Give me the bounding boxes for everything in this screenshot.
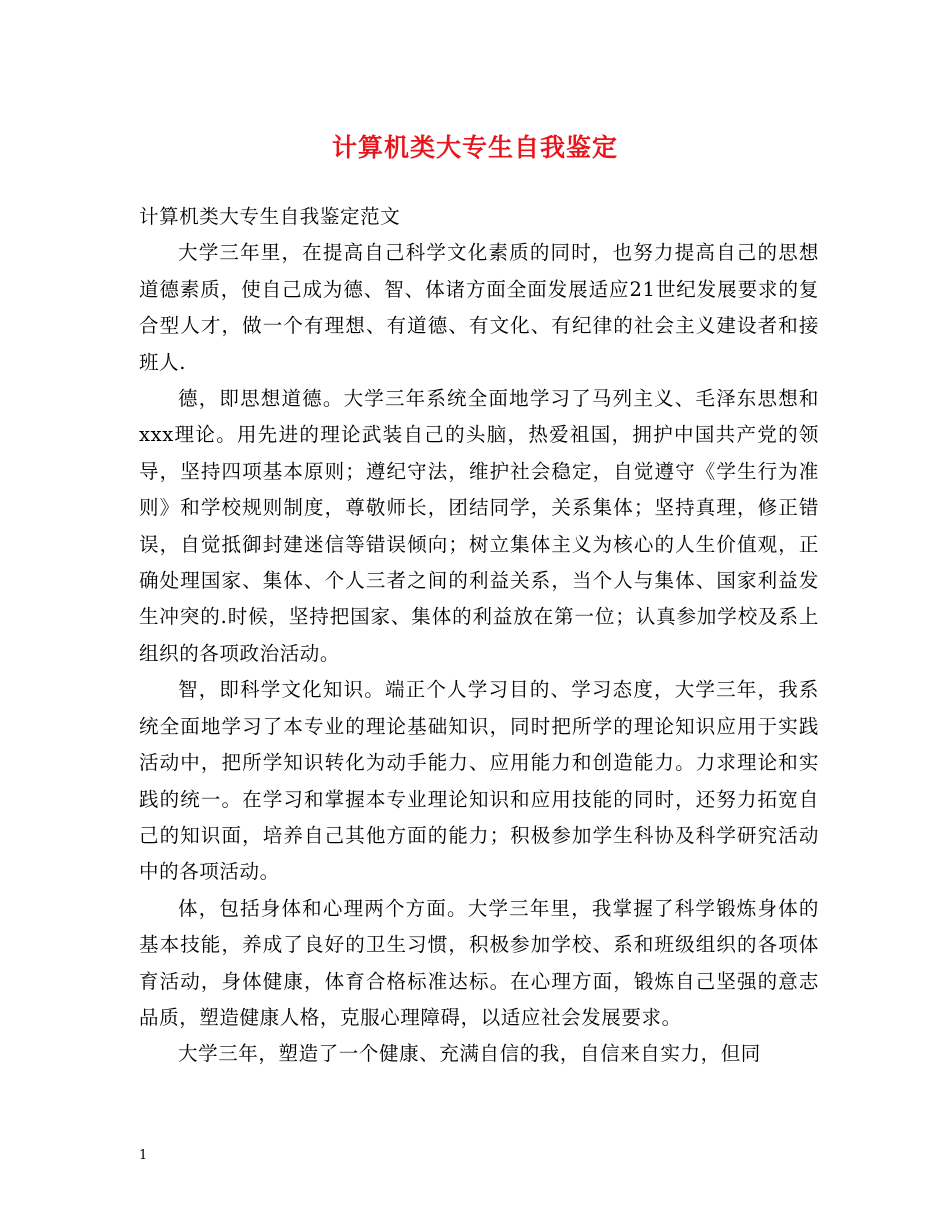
- paragraph-intellect: 智，即科学文化知识。端正个人学习目的、学习态度，大学三年，我系统全面地学习了本专业的理论基础知识，同时把所学的理论知识应用于实践活动中，把所学知识转化为动手能力、应用能力和创造能力。力求理论和实践的统一。在学习和掌握本专业理论知识和应用技能的同时，还努力拓宽自己的知识面，培养自己其他方面的能力；积极参加学生科协及科学研究活动中的各项活动。: [139, 678, 819, 884]
- document-title: 计算机类大专生自我鉴定: [331, 133, 618, 162]
- paragraph-morality: 德，即思想道德。大学三年系统全面地学习了马列主义、毛泽东思想和xxx理论。用先进的理论武装自己的头脑，热爱祖国，拥护中国共产党的领导，坚持四项基本原则；遵纪守法，维护社会稳定，自觉遵守《学生行为准则》和学校规则制度，尊敬师长，团结同学，关系集体；坚持真理，修正错误，自觉抵御封建迷信等错误倾向；树立集体主义为核心的人生价值观，正确处理国家、集体、个人三者之间的利益关系，当个人与集体、国家利益发生冲突的.时候，坚持把国家、集体的利益放在第一位；认真参加学校及系上组织的各项政治活动。: [139, 387, 819, 665]
- document-body: [139, 199, 819, 1073]
- page-number: 1: [139, 1148, 148, 1163]
- paragraph-conclusion: 大学三年，塑造了一个健康、充满自信的我，自信来自实力，但同: [178, 1042, 761, 1066]
- document-subtitle: 计算机类大专生自我鉴定范文: [139, 205, 401, 228]
- paragraph-intro: 大学三年里，在提高自己科学文化素质的同时，也努力提高自己的思想道德素质，使自己成为德、智、体诸方面全面发展适应21世纪发展要求的复合型人才，做一个有理想、有道德、有文化、有纪律的社会主义建设者和接班人.: [139, 241, 819, 374]
- paragraph-physical: 体，包括身体和心理两个方面。大学三年里，我掌握了科学锻炼身体的基本技能，养成了良好的卫生习惯，积极参加学校、系和班级组织的各项体育活动，身体健康，体育合格标准达标。在心理方面，锻炼自己坚强的意志品质，塑造健康人格，克服心理障碍，以适应社会发展要求。: [139, 896, 819, 1029]
